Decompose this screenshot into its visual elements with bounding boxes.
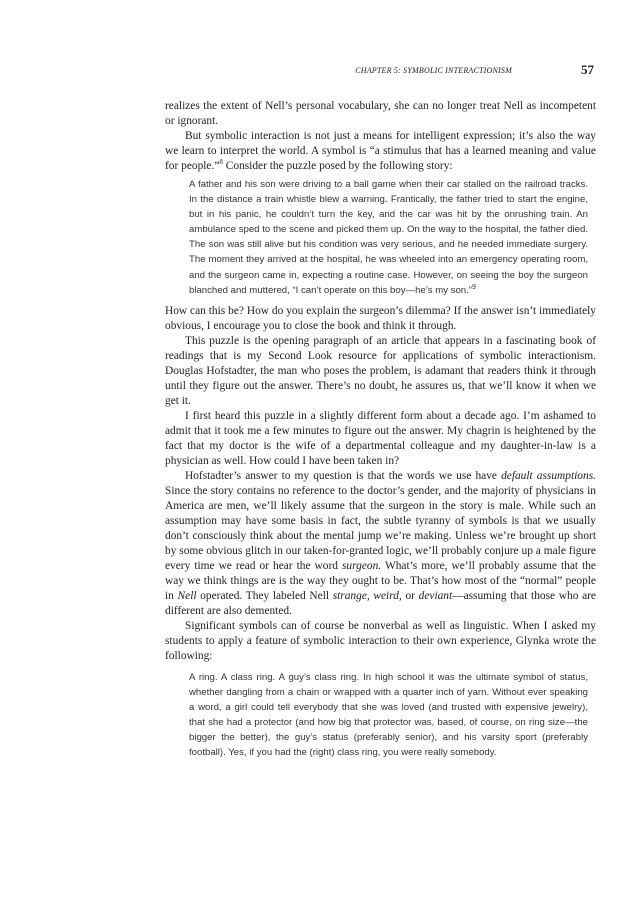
page-body (165, 99, 596, 766)
paragraph-1: realizes the extent of Nell’s personal vocabulary, she can no longer treat Nell as incompetent or ignorant. (165, 100, 596, 127)
block-quote-class-ring: A ring. A class ring. A guy’s class ring. In high school it was the ultimate symbol of status, whether dangling from a chain or wrapped with a quarter inch of yarn. Without ever speaking a word, a girl could tell everybody that she was loved (and trusted with expensive jewelry), that she had a protector (and how big that protector was, based, of course, on ring size—the bigger the better), the guy’s status (preferably senior), and his varsity sport (preferably football). Yes, if you had the (right) class ring, you were really somebody. (189, 671, 588, 759)
paragraph-6: Hofstadter’s answer to my question is that the words we use have default assumptions. Since the story contains no reference to the doctor’s gender, and the majority of physicians in America are men, we’ll likely assume that the surgeon in the story is male. While such an assumption may have some basis in fact, the subtle tyranny of symbols is that we usually don’t consciously think about the mental jump we’re making. Unless we’re brought up short by some obvious glitch in our taken-for-granted logic, we’ll probably conjure up a male figure every time we read or hear the word surgeon. What’s more, we’ll probably assume that the way we think things are is the way they ought to be. That’s how most of the “normal” people in Nell operated. They labeled Nell strange, weird, or deviant—assuming that those who are different are also demented. (165, 469, 596, 617)
paragraph-3: How can this be? How do you explain the surgeon’s dilemma? If the answer isn’t immediately obvious, I encourage you to close the book and think it through. (165, 304, 596, 332)
chapter-title: CHAPTER 5: SYMBOLIC INTERACTIONISM (355, 66, 512, 75)
paragraph-5: I first heard this puzzle in a slightly different form about a decade ago. I’m ashamed to admit that it took me a few minutes to figure out the answer. My chagrin is heightened by the fact that my doctor is the wife of a departmental colleague and my daughter-in-law is a physician as well. How could I have been taken in? (165, 409, 596, 467)
emphasis-labels: strange, weird, (332, 589, 402, 602)
paragraph-7: Significant symbols can of course be nonverbal as well as linguistic. When I asked my students to apply a feature of symbolic interaction to their own experience, Glynka wrote the following: (165, 619, 596, 662)
footnote-ref-8: 8 (219, 158, 223, 167)
block-quote-surgeon: A father and his son were driving to a ball game when their car stalled on the railroad tracks. In the distance a train whistle blew a warning. Frantically, the father tried to start the engine, but in his panic, he couldn’t turn the key, and the car was hit by the onrushing train. An ambulance sped to the scene and picked them up. On the way to the hospital, the father died. The son was still alive but his condition was very serious, and he needed immediate surgery. The moment they arrived at the hospital, he was wheeled into an emergency operating room, and the surgeon came in, expecting a routine case. However, on seeing the boy the surgeon blanched and muttered, “I can’t operate on this boy—he’s my son.”$^9$ (189, 179, 588, 296)
footnote-ref-9: 9 (472, 283, 476, 291)
emphasis-nell: Nell (177, 589, 197, 602)
running-header (0, 60, 638, 80)
emphasis-default-assumptions: default assumptions. (501, 469, 596, 482)
paragraph-4: This puzzle is the opening paragraph of an article that appears in a fascinating book of readings that is my Second Look resource for applications of symbolic interactionism. Douglas Hofstadter, the man who poses the problem, is adamant that readers think it through until they figure out the answer. There’s no doubt, he assures us, that we’ll know it when we get it. (165, 334, 596, 407)
emphasis-surgeon: surgeon. (341, 559, 382, 572)
paragraph-2: But symbolic interaction is not just a means for intelligent expression; it’s also the way we learn to interpret the world. A symbol is “a stimulus that has a learned meaning and value for people.”$^8$ Consider the puzzle posed by the following story: (165, 130, 596, 172)
page-number: 57 (581, 62, 594, 77)
emphasis-deviant: deviant (418, 589, 453, 602)
